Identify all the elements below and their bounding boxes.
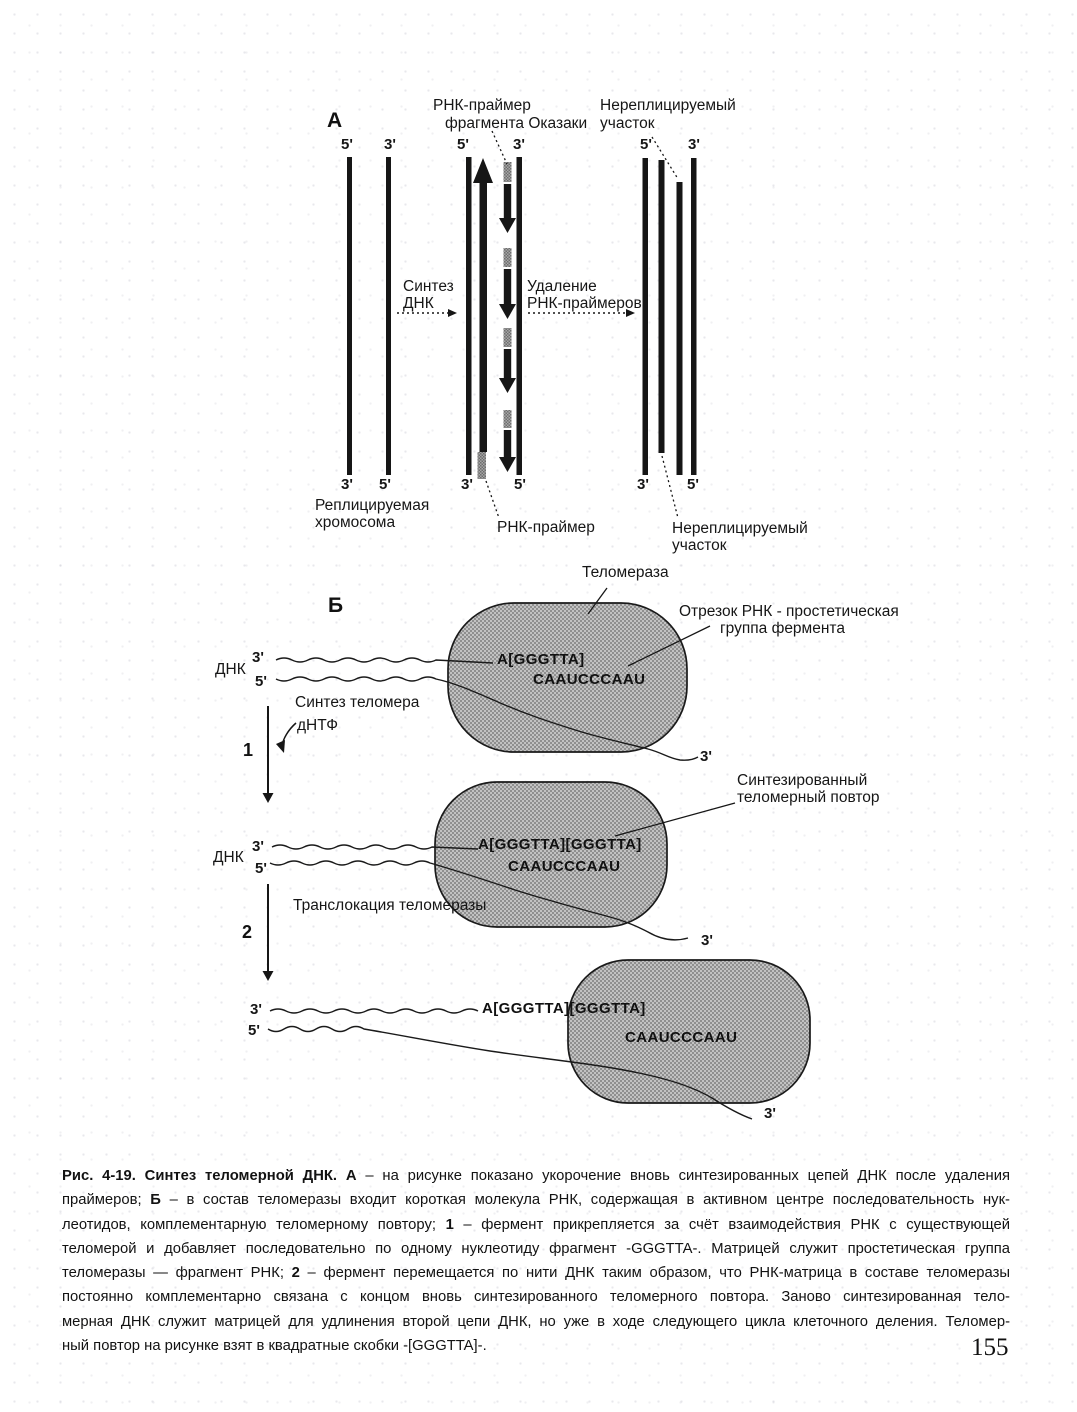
strand-end-label: 3' (384, 136, 396, 153)
down-arrow-shaft (504, 349, 511, 379)
strand-end-label: 3' (341, 476, 353, 493)
step-number-1: 1 (243, 740, 254, 760)
label-replicating-chromosome: хромосома (315, 514, 396, 531)
panel-b-step-arrows (263, 706, 297, 981)
caption-line: ный повтор на рисунке взят в квадратные скобки -[GGGTTA]-. (62, 1338, 487, 1355)
strand-gap-top (677, 182, 683, 475)
pointer-nonreplicated-bottom (662, 456, 678, 518)
strand-end-label: 3' (701, 932, 713, 949)
label-okazaki-primer: РНК-праймер (433, 97, 531, 114)
caption-line: леотидов, комплементарную теломерному повтору; 1 – фермент прикрепляется за счёт взаимодействия РНК с существующей (62, 1216, 1010, 1233)
down-arrow-shaft (504, 269, 511, 305)
pointer-rna-primer-bottom (486, 481, 499, 518)
up-arrow-shaft (480, 179, 488, 452)
label-rna-primer: РНК-праймер (497, 519, 595, 536)
label-dna: ДНК (213, 849, 244, 866)
label-primer-removal: Удаление (527, 278, 597, 295)
down-arrow-head (499, 304, 516, 319)
label-okazaki-primer: фрагмента Оказаки (445, 115, 588, 132)
strand-end-label: 5' (514, 476, 526, 493)
rna-primer-segment (504, 162, 512, 182)
label-rna-prosthetic: Отрезок РНК - простетическая (679, 603, 899, 620)
rna-primer-segment (478, 452, 487, 479)
pointer-okazaki-primer (492, 131, 507, 164)
dna-strand-wavy (270, 1009, 478, 1013)
label-synthesized-repeat: Синтезированный (737, 772, 868, 789)
label-dna: ДНК (215, 661, 246, 678)
step-number-2: 2 (242, 922, 253, 942)
caption-line: теломерой и добавляет последовательно по одному нуклеотиду фрагмент -GGGTTA-. Матрицей служит простетическая группа (62, 1240, 1010, 1257)
strand-end-label: 5' (640, 136, 652, 153)
panel-b-letter: Б (328, 594, 344, 617)
panel-a-pointers (486, 131, 678, 518)
sequence-rna-template-row2: CAAUCCCAAU (508, 858, 621, 875)
sequence-rna-template-row1: CAAUCCCAAU (533, 671, 646, 688)
caption-line: праймеров; Б – в состав теломеразы входит короткая молекула РНК, содержащая в активном центре последовательность нук- (62, 1192, 1010, 1209)
label-dna-synthesis: Синтез (403, 278, 454, 295)
label-nonreplicated-top: Нереплицируемый (600, 97, 736, 114)
label-telomerase: Теломераза (582, 564, 669, 581)
label-nonreplicated-top: участок (600, 115, 655, 132)
strand (466, 157, 472, 475)
strand (386, 157, 391, 475)
sequence-telomere-row2: A[GGGTTA][GGGTTA] (478, 836, 642, 853)
strand-end-label: 5' (255, 673, 267, 690)
strand-end-label: 3' (252, 838, 264, 855)
down-arrow-head (499, 457, 516, 472)
label-nonreplicated-bottom: участок (672, 537, 727, 554)
strand-end-label: 5' (379, 476, 391, 493)
rna-primer-segment (504, 410, 512, 428)
strand-end-label: 3' (252, 649, 264, 666)
down-arrow-head (499, 378, 516, 393)
sequence-rna-template-row3: CAAUCCCAAU (625, 1029, 738, 1046)
label-replicating-chromosome: Реплицируемая (315, 497, 430, 514)
rna-primer-segment (504, 248, 512, 267)
sequence-telomere-row1: A[GGGTTA] (497, 651, 585, 668)
strand-end-label: 5' (248, 1022, 260, 1039)
caption-line: постоянно комплементарно связана с концом вновь синтезированного теломерного повтора. Заново синтезированная тело- (62, 1289, 1010, 1306)
panel-a-strands (347, 157, 697, 479)
strand-end-label: 5' (687, 476, 699, 493)
strand-end-label: 3' (688, 136, 700, 153)
label-dna-synthesis: ДНК (403, 295, 434, 312)
pointer-nonreplicated-top (652, 137, 678, 179)
sequence-telomere-row3: A[GGGTTA][GGGTTA] (482, 1000, 646, 1017)
strand (517, 157, 523, 475)
strand-end-label: 5' (255, 860, 267, 877)
label-primer-removal: РНК-праймеров (527, 295, 642, 312)
caption-line: теломеразы — фрагмент РНК; 2 – фермент перемещается по нити ДНК таким образом, что РНК-матрица в составе теломеразы (62, 1265, 1010, 1282)
caption-line: Рис. 4-19. Синтез теломерной ДНК. А – на рисунке показано укорочение вновь синтезированных цепей ДНК после удаления (62, 1168, 1010, 1184)
strand-end-label: 5' (457, 136, 469, 153)
figure-caption (62, 1164, 1010, 1358)
label-synthesized-repeat: теломерный повтор (737, 789, 880, 806)
page-number: 155 (971, 1334, 1009, 1361)
down-arrow-shaft (504, 430, 511, 458)
strand (691, 158, 697, 475)
strand-end-label: 5' (341, 136, 353, 153)
caption-line: мерная ДНК служит матрицей для удлинения второй цепи ДНК, но уже в ходе следующего цикла клеточного деления. Теломер- (62, 1313, 1010, 1330)
down-arrow-shaft (504, 184, 511, 219)
label-nonreplicated-bottom: Нереплицируемый (672, 520, 808, 537)
label-rna-prosthetic: группа фермента (720, 620, 845, 637)
strand-end-label: 3' (764, 1105, 776, 1122)
strand (643, 158, 649, 475)
strand-end-label: 3' (513, 136, 525, 153)
strand-end-label: 3' (700, 748, 712, 765)
strand (347, 157, 352, 475)
label-translocation: Транслокация теломеразы (293, 897, 487, 914)
panel-a-letter: А (327, 109, 343, 132)
rna-primer-segment (504, 328, 512, 347)
strand-end-label: 3' (250, 1001, 262, 1018)
down-arrow-head (499, 218, 516, 233)
strand-end-label: 3' (637, 476, 649, 493)
strand-end-label: 3' (461, 476, 473, 493)
strand-gap-bottom (659, 160, 665, 453)
label-dntp: дНТФ (297, 717, 338, 734)
label-telomere-synthesis: Синтез теломера (295, 694, 420, 711)
dntp-arrow-head (276, 740, 285, 753)
